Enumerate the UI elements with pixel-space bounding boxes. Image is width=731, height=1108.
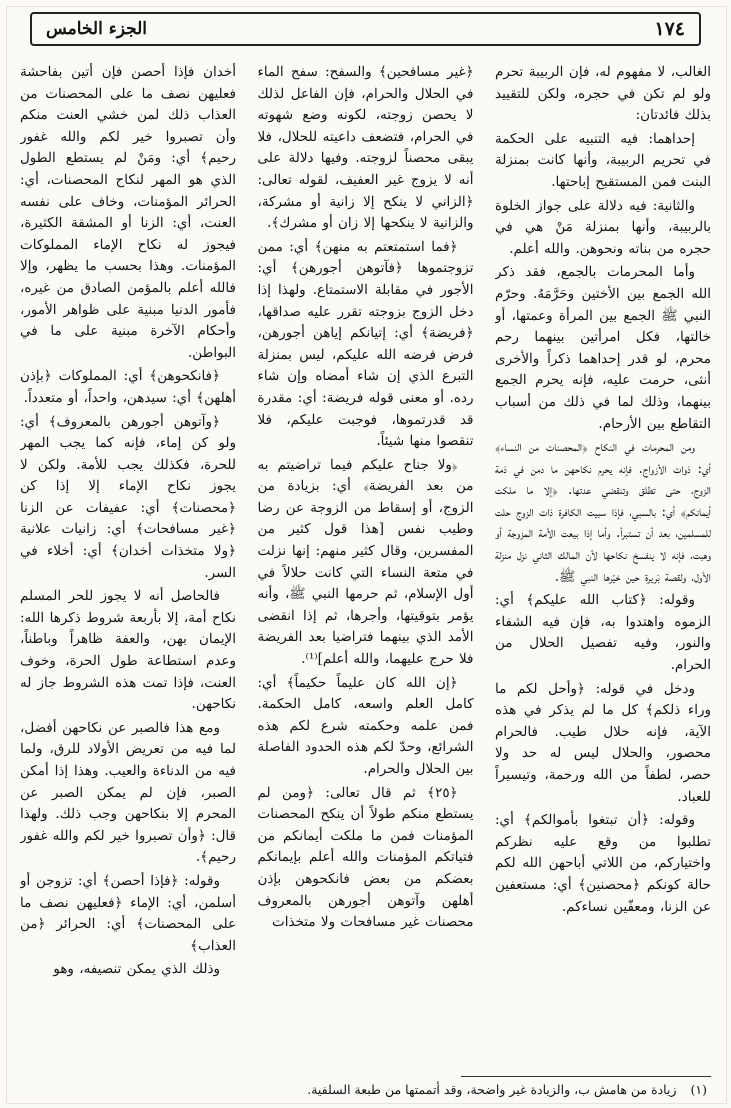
paragraph: وذلك الذي يمكن تنصيفه، وهو	[53, 961, 220, 978]
text-columns	[20, 62, 711, 1066]
paragraph: ﴿فما استمتعتم به منهن﴾ أي: ممن تزوجتموها ﴿فآتوهن أجورهن﴾ أي: الأجور في مقابلة الاستمتاع. ولهذا إذا دخل الزوج بزوجته تقرر عليه صداقها، ﴿فريضة﴾ أي: إتيانكم إياهن أجورهن، فرض فرضه الله عليكم، ليس بمنزلة التبرع الذي إن شاء أمضاه وإن شاء رده. أو معنى قوله فريضة: أي: مقدرة قد قدرتموها، فوجبت عليكم، فلا تنقصوا منها شيئاً.	[257, 238, 474, 450]
paragraph: ودخل في قوله: ﴿وأحل لكم ما وراء ذلكم﴾ كل ما لم يذكر في هذه الآية، فإنه حلال طيب. فالحرام محصور، والحلال ليس له حد ولا حصر، لطفاً من الله ورحمة، وتيسيراً للعباد.	[495, 680, 711, 805]
column-middle	[258, 62, 474, 1066]
paragraph: ﴿إن الله كان عليماً حكيماً﴾ أي: كامل العلم واسعه، كامل الحكمة. فمن علمه وحكمته شرع لكم هذه الشرائع، وحدّ لكم هذه الحدود الفاصلة بين الحلال والحرام.	[257, 674, 474, 777]
paragraph: ومع هذا فالصبر عن نكاحهن أفضل، لما فيه من تعريض الأولاد للرق، ولما فيه من الدناءة والعيب. وهذا إذا أمكن الصبر، فإن لم يمكن الصبر عن المحرم إلا بنكاحهن وجب ذلك. ولهذا قال: ﴿وأن تصبروا خير لكم والله غفور رحيم﴾.	[20, 719, 236, 866]
paragraph: وقوله: ﴿فإذا أحصن﴾ أي: تزوجن أو أسلمن، أي: الإماء ﴿فعليهن نصف ما على المحصنات﴾ أي: الحرائر ﴿من العذاب﴾	[20, 872, 236, 954]
footnote	[24, 1081, 707, 1099]
footnote-divider	[461, 1076, 711, 1077]
column-right	[495, 62, 711, 1066]
paragraph: ﴿٢٥﴾ ثم قال تعالى: ﴿ومن لم يستطع منكم طولاً أن ينكح المحصنات المؤمنات فمن ما ملكت أيمانكم من فتياتكم المؤمنات والله أعلم بإيمانكم بعضكم من بعض فانكحوهن بإذن أهلهن وآتوهن أجورهن بالمعروف محصنات غير مسافحات ولا متخذات	[257, 784, 474, 931]
paragraph: والثانية: فيه دلالة على جواز الخلوة بالربيبة، وأنها بمنزلة مَنْ هي في حجره من بناته ونحوهن. والله أعلم.	[495, 197, 711, 257]
paragraph: ومن المحرمات في النكاح ﴿المحصنات من النساء﴾ أي: ذوات الأزواج. فإنه يحرم نكاحهن ما دمن في ذمة الزوج، حتى تطلق وتنقضي عدتها. ﴿إلا ما ملكت أيمانكم﴾ أي: بالسبي، فإذا سبيت الكافرة ذات الزوج حلت للمسلمين، بعد أن تستبرأ. وأما إذا بيعت الأمة المزوجة أو وهبت، فإنه لا ينفسخ نكاحها لأن المالك الثاني نزل منزلة الأول، ولقصة بَريرة حين خيّرها النبي ﷺ.	[495, 439, 711, 585]
paragraph: وقوله: ﴿أن تبتغوا بأموالكم﴾ أي: تطلبوا من وقع عليه نظركم واختياركم، من اللاتي أباحهن الله لكم حالة كونكم ﴿محصنين﴾ أي: مستعفين عن الزنا، ومعفّين نساءكم.	[495, 812, 711, 915]
footnote-marker: (١)	[690, 1082, 707, 1097]
paragraph: ﴿غير مسافحين﴾ والسفح: سفح الماء في الحلال والحرام، فإن الفاعل لذلك لا يحصن زوجته، لكونه وضع شهوته في الحرام، فتضعف داعيته للحلال، فلا يبقى محصناً لزوجته. وفيها دلالة على أنه لا يزوج غير العفيف، لقوله تعالى: ﴿الزاني لا ينكح إلا زانية أو مشركة، والزانية لا ينكحها إلا زان أو مشرك﴾.	[257, 64, 474, 232]
page-header	[30, 12, 701, 46]
column-left	[20, 62, 236, 1066]
paragraph: ﴿وآتوهن أجورهن بالمعروف﴾ أي: ولو كن إماء، فإنه كما يجب المهر للحرة، فكذلك يجب للأمة. ولكن لا يجوز نكاح الإماء إلا إذا كن ﴿محصنات﴾ أي: عفيفات عن الزنا ﴿غير مسافحات﴾ أي: زانيات علانية ﴿ولا متخذات أخدان﴾ أي: أخلاء في السر.	[20, 413, 236, 581]
paragraph: وقوله: ﴿كتاب الله عليكم﴾ أي: الزموه واهتدوا به، فإن فيه الشفاء والنور، وفيه تفصيل الحلال من الحرام.	[495, 592, 711, 674]
part-title: الجزء الخامس	[46, 19, 148, 39]
paragraph: ﴿فانكحوهن﴾ أي: المملوكات ﴿بإذن أهلهن﴾ أي: سيدهن، واحداً، أو متعدداً.	[20, 368, 236, 406]
footnote-text: زيادة من هامش ب، والزيادة غير واضحة، وقد أتممتها من طبعة السلفية.	[307, 1082, 677, 1097]
paragraph: الغالب، لا مفهوم له، فإن الربيبة تحرم ولو لم تكن في حجره، ولكن للتقييد بذلك فائدتان:	[495, 64, 711, 124]
paragraph: أخدان فإذا أحصن فإن أتين بفاحشة فعليهن نصف ما على المحصنات من العذاب ذلك لمن خشي العنت منكم وأن تصبروا خير لكم والله غفور رحيم﴾ أي: ومَنْ لم يستطع الطول الذي هو المهر لنكاح المحصنات، أي: الحرائر المؤمنات، وخاف على نفسه العنت، أي: الزنا أو المشقة الكثيرة، فيجوز له نكاح الإماء المملوكات المؤمنات. وهذا بحسب ما يظهر، وإلا فالله أعلم بالمؤمن الصادق من غيره، فأمور الدنيا مبنية على ظواهر الأمور، وأحكام الآخرة مبنية على ما في البواطن.	[20, 64, 236, 361]
paragraph: وأما المحرمات بالجمع، فقد ذكر الله الجمع بين الأختين وحَرَّمَهُ. وحرّم النبي ﷺ الجمع بين المرأة وعمتها، أو خالتها، فكل امرأتين بينهما رحم محرم، لو قدر إحداهما ذكراً والأخرى أنثى، حرمت عليه، فإنه يحرم الجمع بينهما، وذلك لما في ذلك من أسباب التقاطع بين الأرحام.	[495, 264, 711, 432]
paragraph: فالحاصل أنه لا يجوز للحر المسلم نكاح أمة، إلا بأربعة شروط ذكرها الله: الإيمان بهن، والعفة ظاهراً وباطناً، وعدم استطاعة طول الحرة، وخوف العنت، فإذا تمت هذه الشروط جاز له نكاحهن.	[20, 588, 236, 713]
paragraph: إحداهما: فيه التنبيه على الحكمة في تحريم الربيبة، وأنها كانت بمنزلة البنت فمن المستقبح إباحتها.	[495, 130, 711, 190]
page-number: ١٧٤	[654, 18, 685, 40]
paragraph: ﴿ولا جناح عليكم فيما تراضيتم به من بعد الفريضة﴾ أي: بزيادة من الزوج، أو إسقاط من الزوجة عن رضا وطيب نفس [هذا قول كثير من المفسرين، وقال كثير منهم: إنها نزلت في متعة النساء التي كانت حلالاً في أول الإسلام، ثم حرمها النبي ﷺ، وأنه يؤمر بتوقيتها، وأجرها، ثم إذا انقضى الأمد الذي بينهما فتراضيا بعد الفريضة فلا حرج عليهما، والله أعلم]⁽¹⁾.	[257, 456, 474, 668]
